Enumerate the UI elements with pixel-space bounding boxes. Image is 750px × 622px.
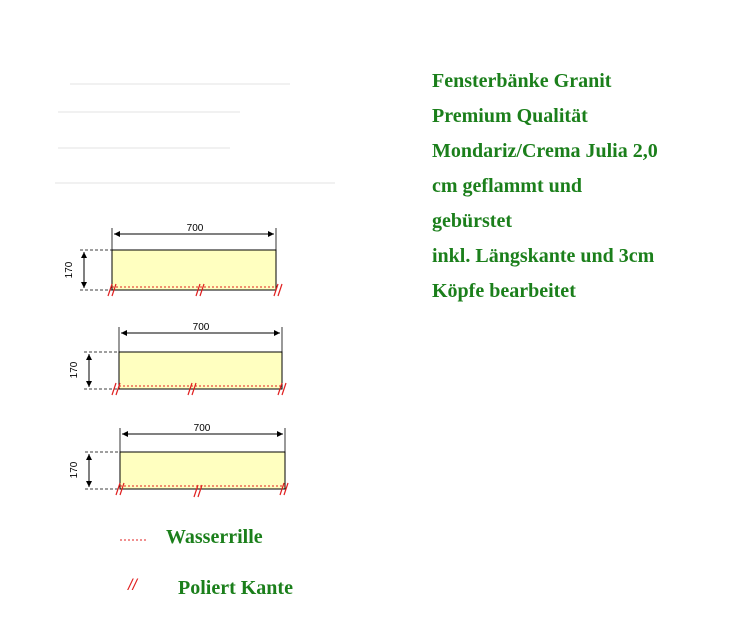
description-line: Köpfe bearbeitet — [432, 280, 576, 302]
slab-rect — [119, 352, 282, 389]
product-description — [432, 64, 658, 309]
description-line: Premium Qualität — [432, 105, 588, 127]
water-groove-legend-label: Wasserrille — [166, 526, 263, 548]
description-line: inkl. Längskante und 3cm — [432, 245, 655, 267]
depth-label: 170 — [69, 361, 80, 379]
length-label: 700 — [193, 423, 211, 434]
description-line: gebürstet — [432, 210, 512, 232]
depth-label: 170 — [69, 461, 80, 479]
slab-piece-2 — [69, 322, 286, 395]
slab-piece-3 — [69, 423, 288, 497]
description-line: cm geflammt und — [432, 175, 582, 197]
polished-edge-legend-icon: // — [128, 577, 137, 594]
length-label: 700 — [192, 322, 210, 333]
length-label: 700 — [186, 223, 204, 234]
slab-piece-1 — [64, 223, 282, 296]
faint-header — [55, 84, 335, 183]
depth-label: 170 — [64, 261, 75, 279]
description-line: Fensterbänke Granit — [432, 70, 612, 92]
slab-rect — [120, 452, 285, 489]
polished-edge-legend-label: Poliert Kante — [178, 577, 293, 599]
description-line: Mondariz/Crema Julia 2,0 — [432, 140, 658, 162]
slab-rect — [112, 250, 276, 290]
